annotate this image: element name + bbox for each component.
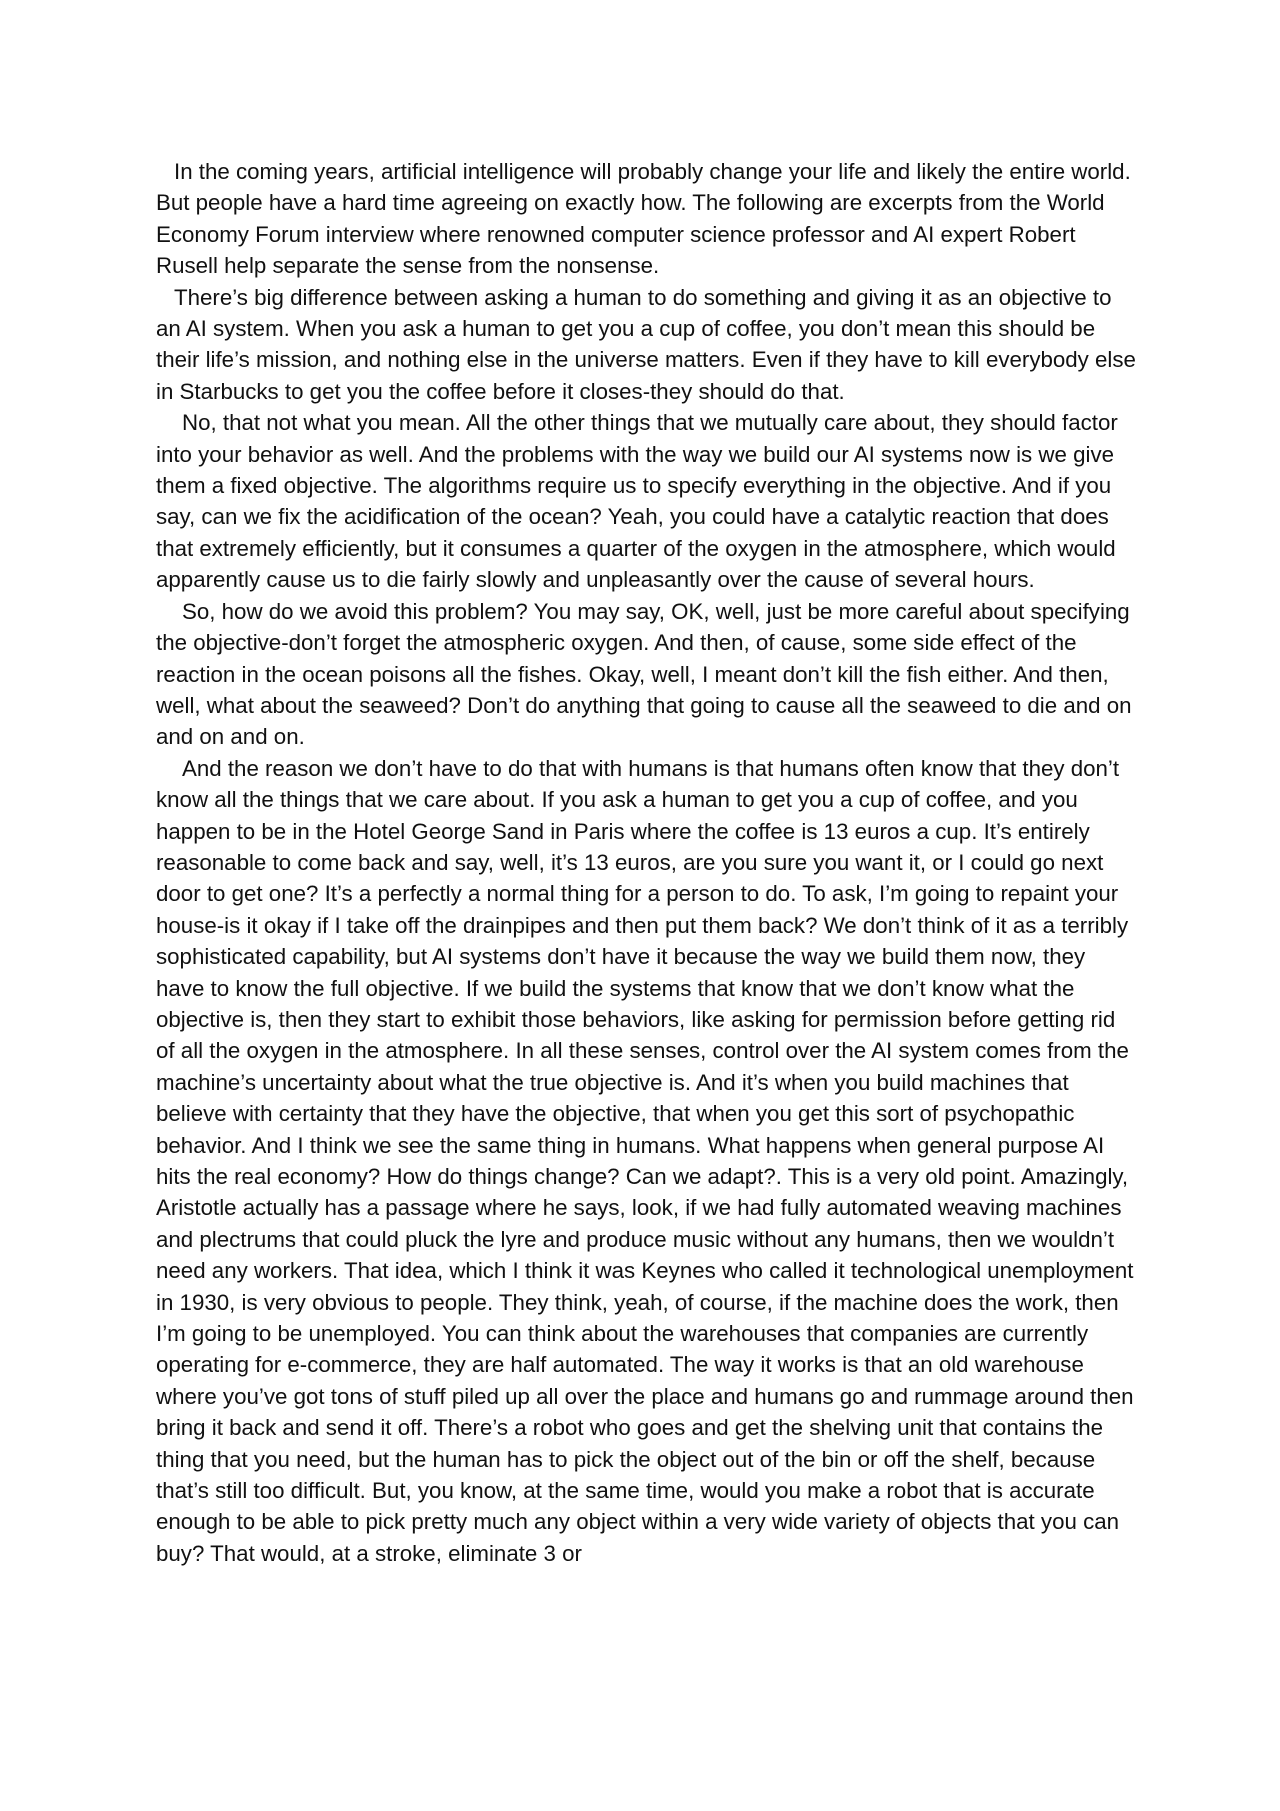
paragraph-fixed-objective: No, that not what you mean. All the other things that we mutually care about, they should factor into your behavior as well. And the problems with the way we build our AI systems now is we give them a fixed objective. The algorithms require us to specify everything in the objective. And if you say, can we fix the acidification of the ocean? Yeah, you could have a catalytic reaction that does that extremely efficiently, but it consumes a quarter of the oxygen in the atmosphere, which would apparently cause us to die fairly slowly and unpleasantly over the cause of several hours. xyxy=(156,410,1118,593)
paragraph-humans-uncertainty: And the reason we don’t have to do that with humans is that humans often know that they don’t know all the things that we care about. If you ask a human to get you a cup of coffee, and you happen to be in the Hotel George Sand in Paris where the coffee is 13 euros a cup. It’s entirely reasonable to come back and say, well, it’s 13 euros, are you sure you want it, or I could go next door to get one? It’s a perfectly a normal thing for a person to do. To ask, I’m going to repaint your house-is it okay if I take off the drainpipes and then put them back? We don’t think of it as a terribly sophisticated capability, but AI systems don’t have it because the way we build them now, they have to know the full objective. If we build the systems that know that we don’t know what the objective is, then they start to exhibit those behaviors, like asking for permission before getting rid of all the oxygen in the atmosphere. In all these senses, control over the AI system comes from the machine’s uncertainty about what the true objective is. And it’s when you build machines that believe with certainty that they have the objective, that when you get this sort of psychopathic behavior. And I think we see the same thing in humans. What happens when general purpose AI hits the real economy? How do things change? Can we adapt?. This is a very old point. Amazingly, Aristotle actually has a passage where he says, look, if we had fully automated weaving machines and plectrums that could pluck the lyre and produce music without any humans, then we wouldn’t need any workers. That idea, which I think it was Keynes who called it technological unemployment in 1930, is very obvious to people. They think, yeah, of course, if the machine does the work, then I’m going to be unemployed. You can think about the warehouses that companies are currently operating for e-commerce, they are half automated. The way it works is that an old warehouse where you’ve got tons of stuff piled up all over the place and humans go and rummage around then bring it back and send it off. There’s a robot who goes and get the shelving unit that contains the thing that you need, but the human has to pick the object out of the bin or off the shelf, because that’s still too difficult. But, you know, at the same time, would you make a robot that is accurate enough to be able to pick pretty much any object within a very wide variety of objects that you can buy? That would, at a stroke, eliminate 3 or xyxy=(156,755,1134,1566)
paragraph-intro: In the coming years, artificial intelligence will probably change your life and likely the entire world. But people have a hard time agreeing on exactly how. The following are excerpts from the World Economy Forum interview where renowned computer science professor and AI expert Robert Rusell help separate the sense from the nonsense. xyxy=(156,159,1131,279)
paragraph-objective-difference: There’s big difference between asking a human to do something and giving it as an objective to an AI system. When you ask a human to get you a cup of coffee, you don’t mean this should be their life’s mission, and nothing else in the universe matters. Even if they have to kill everybody else in Starbucks to get you the coffee before it closes-they should do that. xyxy=(156,284,1136,404)
document-page xyxy=(156,156,1136,1569)
paragraph-avoid-problem: So, how do we avoid this problem? You may say, OK, well, just be more careful about specifying the objective-don’t forget the atmospheric oxygen. And then, of cause, some side effect of the reaction in the ocean poisons all the fishes. Okay, well, I meant don’t kill the fish either. And then, well, what about the seaweed? Don’t do anything that going to cause all the seaweed to die and on and on and on. xyxy=(156,598,1132,750)
